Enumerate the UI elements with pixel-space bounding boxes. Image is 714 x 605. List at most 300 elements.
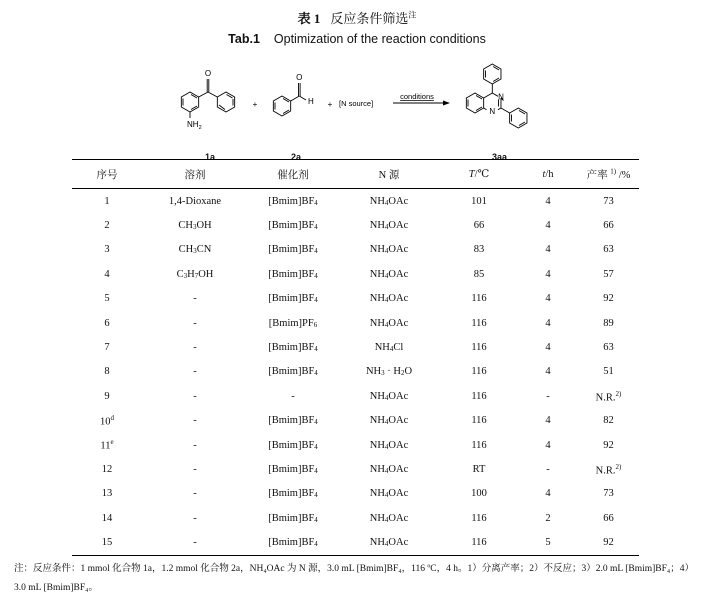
cell-catalyst: [248, 457, 338, 481]
cell-solvent: [142, 287, 248, 311]
cell-entry: [72, 409, 142, 433]
cell-temperature-t: 101: [471, 195, 487, 207]
header-temp-unit: /℃: [474, 169, 490, 180]
cell-n-source-n-sub: 4: [384, 466, 389, 475]
cell-solvent-solvent-sub: 3: [192, 223, 197, 232]
table-title-cn-text: 反应条件筛选: [330, 11, 409, 26]
cell-n-source-n-sub: 4: [384, 271, 389, 280]
cell-catalyst-cat-sub: 4: [314, 369, 318, 378]
cell-temperature: [440, 311, 518, 335]
cell-yield: [578, 213, 639, 237]
cell-n-source-n: NH: [369, 317, 385, 329]
cell-entry-entry: 7: [104, 342, 110, 354]
cell-catalyst: [248, 482, 338, 506]
cell-catalyst-cat: [Bmim]BF: [268, 439, 315, 451]
cell-entry-entry: 8: [104, 366, 110, 378]
table-row: [72, 311, 639, 335]
table-row: [72, 360, 639, 384]
cell-n-source-n-sub: 4: [384, 442, 389, 451]
scheme-nh-sub: 2: [198, 125, 202, 131]
cell-time: [518, 360, 578, 384]
cell-temperature: [440, 457, 518, 481]
cell-entry: [72, 482, 142, 506]
cell-n-source-n-sub2: 2: [400, 369, 405, 378]
header-time-symbol: t: [542, 168, 546, 180]
cell-entry: [72, 384, 142, 408]
table-row: [72, 262, 639, 286]
scheme-conditions: conditions: [400, 92, 434, 101]
cell-n-source: [338, 384, 440, 408]
cell-catalyst-cat-sub: 4: [314, 198, 318, 207]
cell-catalyst-cat-sub: 4: [314, 442, 318, 451]
cell-yield-yield-sup: 2): [615, 462, 622, 471]
scheme-amine-label: [187, 120, 202, 131]
cell-yield: [578, 409, 639, 433]
header-solvent: 溶剂: [142, 160, 248, 189]
cell-catalyst: [248, 530, 338, 555]
cell-entry-entry-sup: e: [110, 438, 114, 447]
cell-temperature-t: 100: [471, 488, 487, 500]
cell-yield: [578, 506, 639, 530]
cell-n-source-n-tail: OAc: [388, 390, 409, 402]
cell-temperature-t: 116: [471, 366, 487, 378]
cell-n-source-n: NH: [369, 463, 385, 475]
cell-n-source: [338, 287, 440, 311]
table-title-en: [0, 32, 714, 47]
table-row: [72, 384, 639, 408]
cell-yield: [578, 311, 639, 335]
cell-yield-yield: N.R.: [595, 392, 616, 404]
cell-n-source-n-tail: OAc: [388, 244, 409, 256]
cell-solvent-solvent-sub: 3: [183, 271, 188, 280]
cell-time-time: -: [546, 390, 550, 402]
cell-time-time: 4: [545, 488, 551, 500]
cell-temperature: [440, 287, 518, 311]
cell-solvent: [142, 457, 248, 481]
cell-solvent-solvent-tail: H: [187, 268, 195, 280]
cell-entry: [72, 262, 142, 286]
cell-n-source: [338, 482, 440, 506]
cell-catalyst: [248, 360, 338, 384]
cell-catalyst: [248, 409, 338, 433]
cell-n-source-n: NH: [369, 268, 385, 280]
cell-catalyst: [248, 189, 338, 214]
table-row: [72, 238, 639, 262]
cell-n-source: [338, 409, 440, 433]
cell-solvent: [142, 213, 248, 237]
cell-time-time: 4: [545, 293, 551, 305]
cell-solvent-solvent: -: [193, 366, 197, 378]
cell-n-source: [338, 238, 440, 262]
cell-entry: [72, 213, 142, 237]
table-row: [72, 530, 639, 555]
compound-label-2a: 2a: [291, 152, 302, 162]
cell-time-time: 5: [545, 537, 551, 549]
cell-catalyst-cat-sub: 4: [314, 296, 318, 305]
cell-n-source: [338, 433, 440, 457]
cell-catalyst-cat: [Bmim]BF: [268, 463, 315, 475]
header-n-source: N 源: [338, 160, 440, 189]
cell-n-source-n-sub: 4: [389, 345, 394, 354]
cell-catalyst: [248, 506, 338, 530]
cell-catalyst-cat: [Bmim]BF: [268, 415, 315, 427]
cell-n-source-n-sub: 4: [384, 198, 389, 207]
cell-entry: [72, 287, 142, 311]
cell-catalyst: [248, 213, 338, 237]
table-footnote: 注：反应条件：1 mmol 化合物 1a，1.2 mmol 化合物 2a，NH₄OAc 为 N 源，3.0 mL [Bmim]BF₄，116 ºC，4 h。1）分离产率；2）不反应；3）2.0 mL [Bmim]BF₄；4）3.0 mL [Bmim]BF₄。: [14, 564, 694, 593]
cell-catalyst: [248, 433, 338, 457]
header-time-unit: /h: [545, 168, 554, 180]
cell-entry-entry: 11: [100, 440, 111, 452]
cell-solvent-solvent: -: [193, 463, 197, 475]
cell-catalyst-cat: [Bmim]BF: [268, 268, 315, 280]
cell-solvent-solvent: -: [193, 537, 197, 549]
cell-time-time: 4: [545, 342, 551, 354]
cell-entry: [72, 311, 142, 335]
cell-n-source: [338, 262, 440, 286]
cell-temperature-t: 116: [471, 293, 487, 305]
table-row: [72, 213, 639, 237]
cell-n-source-n-tail: OAc: [388, 439, 409, 451]
cell-yield-yield: 63: [603, 244, 614, 256]
cell-catalyst: [248, 262, 338, 286]
cell-time: [518, 457, 578, 481]
cell-catalyst-cat: [Bmim]BF: [268, 244, 315, 256]
cell-entry-entry: 15: [101, 537, 113, 549]
cell-n-source-n-tail: OAc: [388, 220, 409, 232]
cell-entry-entry: 4: [104, 268, 110, 280]
cell-solvent-solvent: 1,4-Dioxane: [168, 195, 222, 207]
cell-entry: [72, 433, 142, 457]
cell-catalyst-cat-sub: 4: [314, 540, 318, 549]
cell-n-source-n-tail: OAc: [388, 268, 409, 280]
cell-catalyst-cat-sub: 4: [314, 247, 318, 256]
cell-solvent: [142, 433, 248, 457]
scheme-n-source: [N source]: [339, 99, 374, 108]
cell-temperature: [440, 189, 518, 214]
cell-catalyst-cat: [Bmim]BF: [268, 293, 315, 305]
cell-n-source-n-tail2: O: [404, 366, 413, 378]
cell-solvent-solvent: CH: [178, 220, 193, 232]
table-number-cn: 表 1: [297, 11, 321, 26]
cell-temperature-t: 83: [473, 244, 485, 256]
cell-catalyst: [248, 384, 338, 408]
cell-temperature-t: 66: [473, 220, 485, 232]
cell-yield: [578, 287, 639, 311]
cell-solvent: [142, 262, 248, 286]
cell-n-source-n: NH: [369, 390, 385, 402]
cell-time: [518, 311, 578, 335]
cell-n-source: [338, 457, 440, 481]
header-catalyst: 催化剂: [248, 160, 338, 189]
cell-yield-yield: 82: [603, 415, 614, 427]
cell-time: [518, 482, 578, 506]
cell-solvent-solvent-sub2: 7: [194, 271, 199, 280]
header-yield: [578, 160, 639, 189]
cell-solvent: [142, 335, 248, 359]
table-row: [72, 506, 639, 530]
header-time: [518, 160, 578, 189]
cell-n-source: [338, 506, 440, 530]
cell-time: [518, 189, 578, 214]
cell-solvent-solvent: -: [193, 415, 197, 427]
table-number-en: Tab.1: [228, 32, 260, 46]
cell-n-source-n-sub: 4: [384, 320, 389, 329]
cell-time: [518, 287, 578, 311]
cell-time-time: 4: [545, 195, 551, 207]
header-entry: 序号: [72, 160, 142, 189]
cell-yield: [578, 384, 639, 408]
cell-yield: [578, 189, 639, 214]
cell-yield-yield-sup: 2): [615, 389, 622, 398]
cell-n-source-n: NH: [369, 415, 385, 427]
cell-temperature: [440, 360, 518, 384]
scheme-n-top: N: [498, 92, 504, 102]
cell-solvent-solvent: C: [176, 268, 184, 280]
cell-temperature-t: 116: [471, 537, 487, 549]
scheme-plus-2: +: [327, 100, 333, 109]
cell-time: [518, 409, 578, 433]
cell-time: [518, 213, 578, 237]
cell-solvent: [142, 482, 248, 506]
cell-solvent: [142, 311, 248, 335]
cell-temperature-t: 116: [471, 439, 487, 451]
header-yield-unit: /%: [616, 169, 631, 181]
cell-catalyst: [248, 311, 338, 335]
table-row: [72, 189, 639, 214]
cell-n-source: [338, 189, 440, 214]
optimization-table: [72, 159, 639, 556]
cell-yield: [578, 530, 639, 555]
cell-n-source-n: NH: [369, 439, 385, 451]
cell-n-source-n-tail: OAc: [388, 317, 409, 329]
cell-n-source-n: NH: [365, 366, 382, 378]
compound-label-1a: 1a: [205, 152, 216, 162]
cell-temperature-t: 116: [471, 415, 487, 427]
cell-catalyst-cat-sub: 4: [314, 418, 318, 427]
scheme-n-bottom: N: [489, 107, 496, 116]
cell-entry-entry: 13: [101, 488, 113, 500]
cell-temperature: [440, 433, 518, 457]
cell-time: [518, 506, 578, 530]
table-row: [72, 287, 639, 311]
cell-catalyst-cat-sub: 4: [314, 515, 318, 524]
cell-temperature-t: 116: [471, 342, 487, 354]
cell-entry-entry: 10: [100, 416, 111, 428]
cell-n-source-n-tail: OAc: [388, 488, 409, 500]
cell-entry-entry: 9: [104, 390, 110, 402]
cell-solvent-solvent: -: [193, 512, 197, 524]
header-temperature: [440, 160, 518, 189]
cell-solvent-solvent-tail: CN: [196, 244, 212, 256]
cell-yield-yield: 73: [603, 195, 614, 207]
cell-time: [518, 335, 578, 359]
cell-temperature: [440, 506, 518, 530]
cell-solvent-solvent: CH: [178, 244, 194, 256]
table-title-note-mark: 注: [408, 10, 417, 20]
cell-catalyst-cat: [Bmim]BF: [268, 195, 315, 207]
cell-yield-yield: 92: [603, 439, 614, 451]
cell-n-source-n: NH: [369, 293, 385, 305]
cell-time: [518, 384, 578, 408]
table-row: [72, 335, 639, 359]
cell-yield-yield: N.R.: [595, 465, 616, 477]
cell-n-source-n-tail: OAc: [388, 195, 409, 207]
cell-entry-entry: 6: [104, 317, 110, 329]
cell-n-source-n-sub: 4: [384, 296, 389, 305]
cell-yield: [578, 262, 639, 286]
cell-temperature: [440, 335, 518, 359]
scheme-oxygen-1a: O: [204, 69, 212, 78]
cell-catalyst-cat: [Bmim]PF: [268, 317, 314, 329]
cell-time-time: 4: [545, 366, 551, 378]
cell-solvent: [142, 409, 248, 433]
cell-n-source: [338, 213, 440, 237]
cell-n-source-n-sub: 4: [384, 540, 389, 549]
cell-solvent-solvent: -: [193, 342, 197, 354]
cell-time-time: 2: [545, 512, 551, 524]
scheme-oxygen-2a: O: [296, 73, 303, 82]
table-row: [72, 433, 639, 457]
cell-temperature: [440, 482, 518, 506]
scheme-aldehyde-h: H: [308, 97, 314, 106]
cell-entry: [72, 530, 142, 555]
cell-n-source-n-tail: · H: [384, 366, 401, 378]
cell-solvent: [142, 360, 248, 384]
cell-time: [518, 530, 578, 555]
cell-yield: [578, 433, 639, 457]
cell-time-time: 4: [545, 244, 551, 256]
cell-catalyst-cat: -: [291, 390, 295, 402]
cell-catalyst-cat-sub: 4: [314, 223, 318, 232]
cell-catalyst-cat: [Bmim]BF: [268, 537, 315, 549]
cell-entry: [72, 360, 142, 384]
cell-solvent-solvent-tail2: OH: [198, 268, 214, 280]
cell-n-source-n-sub: 4: [384, 418, 389, 427]
cell-solvent-solvent-sub: 3: [193, 247, 197, 256]
cell-catalyst: [248, 335, 338, 359]
cell-yield-yield: 92: [603, 293, 614, 305]
cell-yield: [578, 360, 639, 384]
cell-n-source-n-sub: 4: [384, 223, 389, 232]
cell-n-source-n: NH: [374, 342, 390, 354]
cell-solvent-solvent: -: [193, 390, 197, 402]
cell-solvent: [142, 238, 248, 262]
cell-n-source-n-tail: OAc: [388, 293, 409, 305]
cell-yield-yield: 73: [603, 488, 614, 500]
cell-temperature: [440, 213, 518, 237]
cell-entry: [72, 189, 142, 214]
cell-catalyst-cat-sub: 4: [314, 345, 318, 354]
cell-n-source-n: NH: [369, 488, 385, 500]
header-yield-text: 产率: [586, 169, 608, 181]
header-yield-sup: 1): [610, 167, 617, 175]
cell-yield-yield: 57: [603, 268, 614, 280]
cell-temperature: [440, 238, 518, 262]
cell-entry-entry: 5: [104, 293, 110, 305]
cell-n-source-n-tail: Cl: [393, 342, 404, 354]
cell-solvent: [142, 506, 248, 530]
cell-n-source-n: NH: [369, 512, 385, 524]
cell-entry-entry: 14: [101, 512, 113, 524]
cell-temperature-t: 116: [471, 512, 487, 524]
cell-temperature: [440, 530, 518, 555]
cell-entry: [72, 238, 142, 262]
cell-n-source-n-sub: 4: [384, 515, 389, 524]
cell-temperature: [440, 262, 518, 286]
cell-entry-entry: 1: [104, 195, 110, 207]
cell-n-source-n-sub: 4: [384, 393, 389, 402]
cell-entry: [72, 457, 142, 481]
cell-temperature-t: 85: [473, 268, 485, 280]
cell-n-source-n-sub: 4: [384, 491, 389, 500]
cell-solvent: [142, 384, 248, 408]
cell-time-time: 4: [545, 220, 551, 232]
cell-yield-yield: 89: [603, 317, 614, 329]
cell-n-source-n: NH: [369, 244, 385, 256]
scheme-nh: NH: [187, 120, 199, 129]
cell-solvent: [142, 189, 248, 214]
cell-solvent-solvent-tail: OH: [196, 220, 212, 232]
cell-time-time: 4: [545, 268, 551, 280]
cell-n-source: [338, 530, 440, 555]
cell-n-source-n: NH: [369, 220, 385, 232]
cell-temperature-t: 116: [471, 317, 487, 329]
cell-n-source-n: NH: [369, 537, 385, 549]
cell-n-source-n-sub: 4: [384, 247, 389, 256]
cell-yield: [578, 335, 639, 359]
cell-yield: [578, 457, 639, 481]
cell-n-source-n-tail: OAc: [388, 537, 409, 549]
cell-temperature-t: 116: [471, 390, 487, 402]
cell-time-time: -: [546, 463, 550, 475]
cell-entry: [72, 506, 142, 530]
cell-time-time: 4: [545, 317, 551, 329]
cell-time-time: 4: [545, 415, 551, 427]
header-temp-symbol: T: [468, 169, 475, 180]
cell-time: [518, 238, 578, 262]
reaction-scheme: [150, 48, 570, 148]
scheme-plus-1: +: [252, 100, 258, 109]
compound-label-3aa: 3aa: [492, 152, 508, 162]
cell-n-source: [338, 335, 440, 359]
cell-catalyst-cat-sub: 4: [314, 491, 318, 500]
cell-catalyst-cat-sub: 4: [314, 271, 318, 280]
cell-entry-entry: 12: [101, 463, 113, 475]
cell-entry: [72, 335, 142, 359]
cell-n-source-n-sub: 3: [381, 369, 385, 378]
cell-temperature: [440, 409, 518, 433]
cell-solvent-solvent: -: [193, 317, 197, 329]
table-title-en-text: Optimization of the reaction conditions: [273, 32, 486, 46]
cell-time: [518, 433, 578, 457]
cell-catalyst-cat: [Bmim]BF: [268, 366, 315, 378]
cell-yield-yield: 63: [603, 342, 614, 354]
cell-entry-entry: 3: [104, 244, 110, 256]
cell-n-source-n-tail: OAc: [388, 512, 409, 524]
cell-yield: [578, 238, 639, 262]
cell-n-source: [338, 311, 440, 335]
table-row: [72, 482, 639, 506]
cell-temperature-t: RT: [472, 463, 486, 475]
cell-catalyst: [248, 287, 338, 311]
table-header-row: [72, 160, 639, 189]
cell-solvent-solvent: -: [193, 439, 197, 451]
cell-solvent: [142, 530, 248, 555]
cell-catalyst-cat-sub: 4: [314, 466, 318, 475]
cell-catalyst-cat: [Bmim]BF: [268, 512, 315, 524]
table-title-cn: [0, 8, 714, 27]
